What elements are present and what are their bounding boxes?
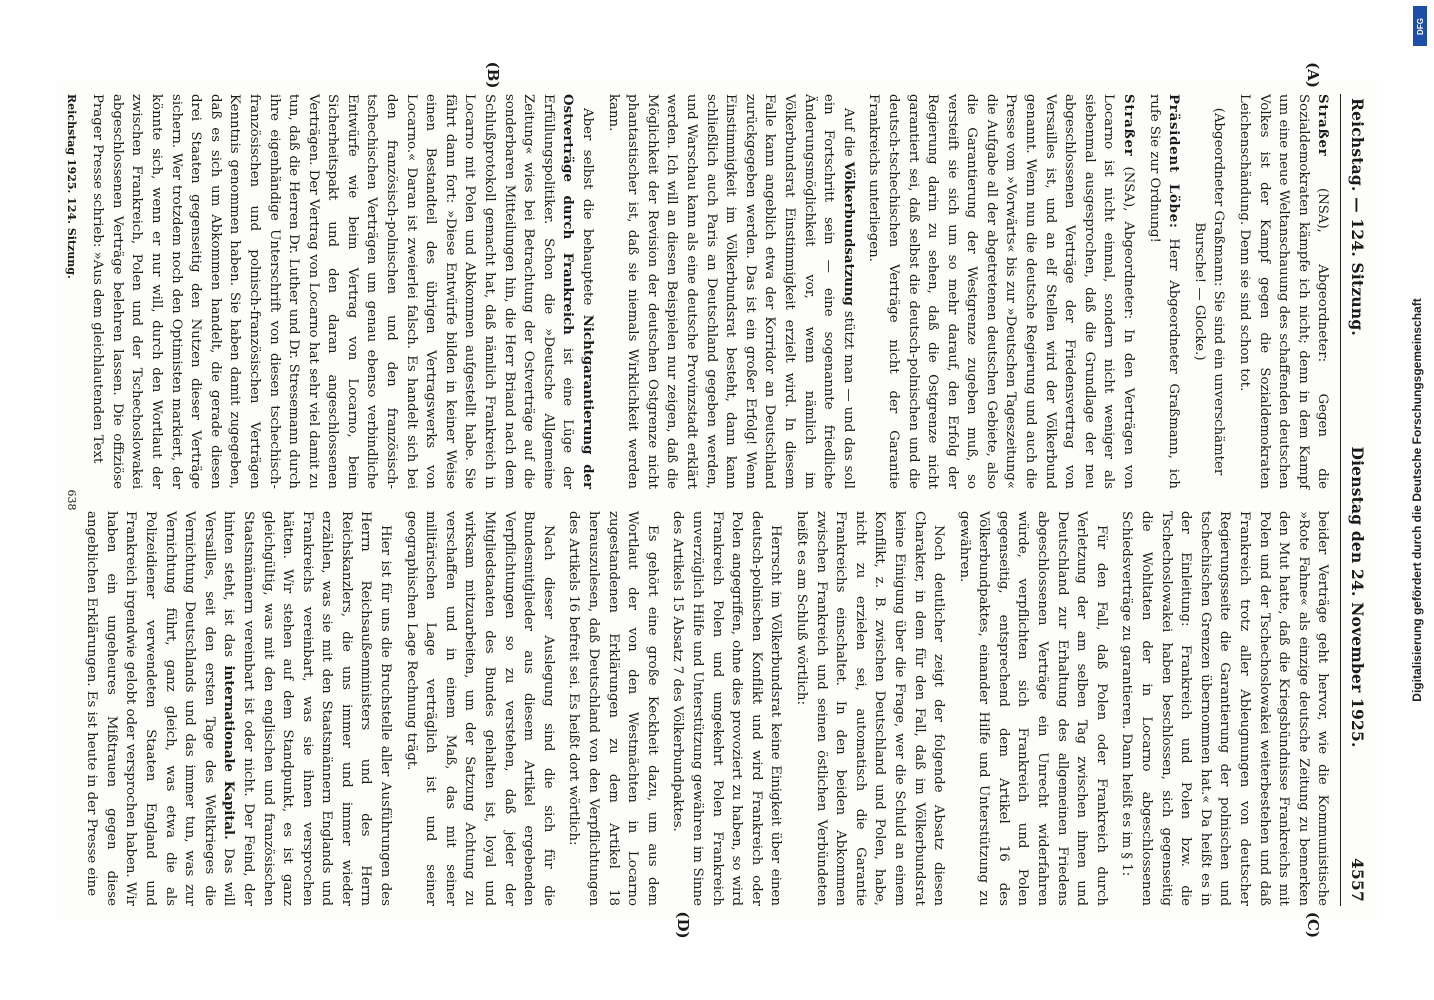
digitization-note: Digitalisierung gefördert durch die Deutsche Forschungsgemeinschaft: [1410, 298, 1424, 702]
dfg-logo: [1413, 6, 1427, 46]
quote-paragraph: Herrscht im Völkerbundsrat keine Einigkeit über einen deutsch-polnischen Konflikt und wird Frankreich oder Polen angegriffen, ohne dies provoziert zu haben, so wird Frankreich Polen und umgekehrt Polen Frankreich unverzüglich Hilfe und Unterstützung gewähren im Sinne des Artikels 15 Absatz 7 des Völkerbundpaktes.: [670, 511, 784, 906]
paragraph: beider Verträge geht hervor, wie die Kommunistische »Rote Fahne« als einzige deutsche Zeitung zu bemerken den Mut hatte, daß die Kriegsbündnisse Frankreichs mit Polen und der Tschechoslowakei weiterbestehen und daß Frankreich trotz aller Ableugnungen von deutscher Regierungsseite die Garantierung der polnischen und tschechischen Grenzen übernommen hat.« Da heißt es in der Einleitung: Frankreich und Polen bzw. die Tschechoslowakei haben beschlossen, sich gegenseitig die Wohltaten der in Locarno abgeschlossenen Schiedsverträge zu garantieren. Dann heißt es im § 1:: [1119, 511, 1331, 906]
dfg-logo-text: DFG: [1415, 17, 1425, 35]
speech-text: (NSA), Abgeordneter: In den Verträgen von Locarno ist nicht einmal, sondern nicht weniger als siebenmal ausgesprochen, daß die Grundlage der neu abgeschlossenen Verträge der Friedensvertrag von Versailles ist, und an elf Stellen wird der Völkerbund genannt. Wenn nun die deutsche Regierung und auch die Presse vom »Vorwärts« bis zur »Deutschen Tageszeitung« die Aufgabe all der abgetretenen deutschen Gebiete, also die Garantierung der Westgrenze zugeben muß, so versteift sie sich um so mehr darauf, den Erfolg der Regierung darin zu sehen, daß die Ostgrenze nicht garantiert sei, daß selbst die deutsch-polnischen und die deutsch-tschechischen Verträge nicht der Garantie Frankreichs unterliegen.: [866, 94, 1137, 489]
emphasis: Nichtgarantierung der Ostverträge durch Frankreich: [560, 94, 596, 489]
paragraph: Es gehört eine große Keckheit dazu, um aus dem Wortlaut der von den Westmächten in Locarno zugestandenen Erklärungen zu dem Artikel 18 herauszulesen, daß Deutschland von den Verpflichtungen des Artikels 16 befreit sei. Es heißt dort wörtlich:: [566, 511, 660, 906]
margin-mark-b: (B): [484, 61, 503, 89]
paragraph: Noch deutlicher zeigt der folgende Absatz diesen Charakter, in dem für den Fall, daß im Völkerbundsrat keine Einigung über die Frage, wer die Schuld an einem Konflikt, z. B. zwischen Deutschland und Polen, habe, nicht zu erzielen sei, automatisch die Garantie Frankreichs einschaltet. In den beiden Abkommen zwischen Frankreich und seinen östlichen Verbündeten heißt es am Schluß wörtlich:: [793, 511, 947, 906]
document-page: [57, 61, 1377, 939]
margin-mark-c: (C): [1304, 911, 1323, 939]
quote-paragraph: Nach dieser Auslegung sind die sich für die Bundesmitglieder aus diesem Artikel ergebenden Verpflichtungen so zu verstehen, daß jeder der Mitgliedstaaten des Bundes gehalten ist, loyal und wirksam mitzuarbeiten, um der Satzung Achtung zu verschaffen und in einem Maß, das mit seiner militärischen Lage verträglich ist und seiner geographischen Lage Rechnung trägt.: [403, 511, 556, 906]
margin-mark-a: (A): [1304, 62, 1323, 88]
left-column: [90, 61, 1332, 489]
emphasis: Völkerbundsatzung: [840, 161, 856, 306]
page-header: [1340, 94, 1367, 906]
header-left: Reichstag. — 124. Sitzung.: [1348, 98, 1367, 336]
paragraph: [88, 94, 597, 489]
footer-source: Reichstag 1925. 124. Sitzung.: [64, 94, 78, 279]
speech-text: (NSA), Abgeordneter: Gegen die Sozialdemokraten kämpfe ich nicht; denn in dem Kampf um eine neue Weltanschauung des schaffenden deutschen Volkes ist der Kampf gegen die Sozialdemokraten Leichenschändung. Denn sie sind schon tot.: [1237, 94, 1331, 489]
right-column: [84, 511, 1332, 939]
quote-paragraph: Für den Fall, daß Polen oder Frankreich durch Verletzung der am selben Tag zwischen ihnen und Deutschland zur Erhaltung des allgemeinen Friedens abgeschlossenen Verträge ein Unrecht widerfahren würde, verpflichten sich Frankreich und Polen gegenseitig, entsprechend dem Artikel 16 des Völkerbundpaktes, einander Hilfe und Unterstützung zu gewähren.: [956, 511, 1109, 906]
speech-text: Auf die: [840, 108, 856, 162]
speech-text: Aber selbst die behauptete: [580, 108, 596, 315]
speaker-name: Straßer: [1315, 94, 1331, 157]
header-date: Dienstag den 24. November 1925.: [1348, 446, 1367, 748]
speaker-name: Präsident Löbe:: [1166, 94, 1182, 229]
interjection: (Abgeordneter Graßmann: Sie sind ein unverschämter Bursche! — Glocke.): [1191, 107, 1227, 476]
page-footer: [61, 94, 81, 906]
paragraph: [1144, 94, 1183, 489]
margin-mark-d: (D): [674, 911, 693, 939]
speech-text: Herr Abgeordneter Graßmann, ich rufe Sie zur Ordnung!: [1146, 94, 1182, 489]
speech-text: stützt man — und das soll ein Fortschritt sein — eine sogenannte friedliche Änderungsmöglichkeit vor, wenn nämlich im Völkerbundsrat Einstimmigkeit erzielt wird. In diesem Falle kann angeblich etwa der Korridor an Deutschland zurückgegeben werden. Das ist ein großer Erfolg! Wenn Einstimmigkeit im Völkerbundsrat besteht, dann kann schließlich auch Paris an Deutschland gegeben werden, und Warschau kann als eine deutsche Provinzstadt erklärt werden. Ich will an diesen Beispielen nur zeigen, daß die Möglichkeit der Revision der deutschen Ostgrenze nicht phantastischer ist, daß sie niemals Wirklichkeit werden kann.: [605, 94, 856, 489]
paragraph: [603, 94, 858, 489]
digitization-strip: [1404, 0, 1434, 1000]
page-number: 4557: [1348, 858, 1367, 902]
footer-sheet-number: 638: [64, 489, 78, 511]
speech-text: ist eine Lüge der Erfüllungspolitiker. Schon die »Deutsche Allgemeine Zeitung« wies bei Betrachtung der Ostverträge auf die sonderbaren Mitteilungen hin, die Herr Briand nach dem Schlußprotokoll gemacht hat, daß nämlich Frankreich in Locarno mit Polen und Abkommen aufgestellt habe. Sie fährt dann fort: »Diese Entwürfe bilden in keiner Weise einen Bestandteil des übrigen Vertragswerks von Locarno.« Daran ist zweierlei falsch. Es handelt sich bei den französisch-polnischen und den französisch-tschechischen Verträgen um genau ebenso verbindliche Entwürfe wie beim Vertrag von Locarno, beim Sicherheitspakt und den daran angeschlossenen Verträgen. Der Vertrag von Locarno hat sehr viel damit zu tun, daß die Herren Dr. Luther und Dr. Stresemann durch ihre eigenhändige Unterschrift von diesen tschechisch-französischen und polnisch-französischen Verträgen Kenntnis genommen haben. Sie haben damit zugegeben, daß es sich um Abkommen handelt, die gerade diesen drei Staaten gegenseitig den Nutzen dieser Verträge sichern. Wer trotzdem noch den Optimisten markiert, der könnte sich, wenn er nur will, durch den Wortlaut der zwischen Frankreich, Polen und der Tschechoslowakei abgeschlossenen Verträge belehren lassen. Die offiziöse Prager Presse schrieb: »Aus dem gleichlautenden Text: [90, 94, 576, 489]
emphasis: internationale Kapital.: [221, 665, 237, 840]
paragraph: [864, 94, 1138, 489]
paragraph: [82, 511, 396, 906]
paragraph: [1234, 94, 1332, 489]
speech-text: Hier ist für uns die Bruchstelle aller Ausführungen des Herrn Reichsaußenministers und des Herrn Reichskanzlers, die uns immer und immer wieder erzählen, was sie mit den Staatsmännern Englands und Frankreichs vereinbart, was sie ihnen versprochen hätten. Wir stehen auf dem Standpunkt, es ist ganz gleichgültig, was mit den englischen und französischen Staatsmännern vereinbart ist oder nicht. Der Feind, der hinten steht, ist das: [221, 511, 394, 906]
speech-text: Das will Versailles, seit den ersten Tage des Weltkrieges die Vernichtung Deutschlands und das immer tun, was zur Vernichtung führt, ganz gleich, was etwa die als Polizeidiener verwendeten Staaten England und Frankreich irgendwie gelobt oder versprochen haben. Wir haben ein ungeheures Mißtrauen gegen diese angeblichen Erklärungen. Es ist heute in der Presse eine: [84, 511, 237, 906]
speaker-name: Straßer: [1121, 94, 1137, 157]
